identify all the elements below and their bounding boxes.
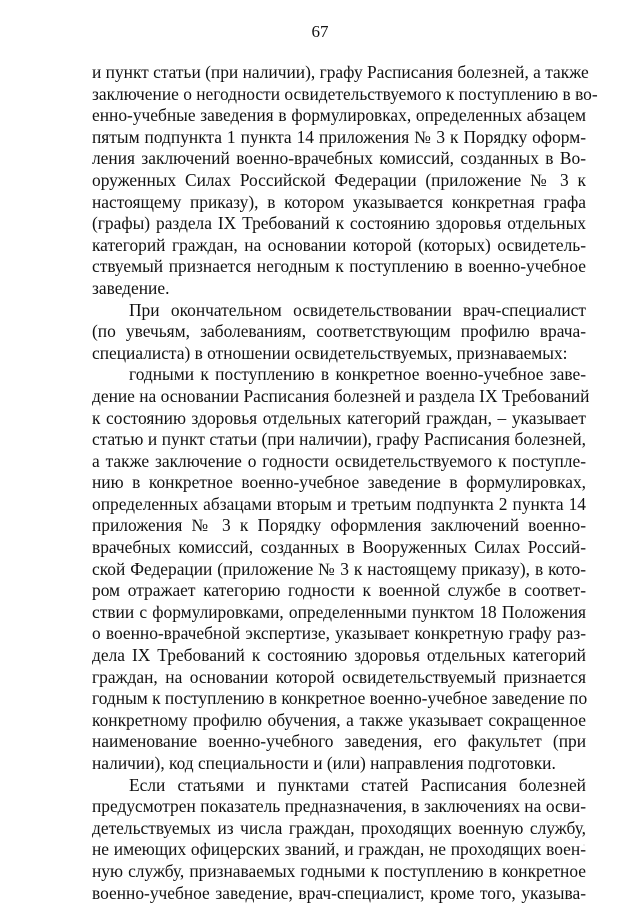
text-line: наименование военно-учебного заведения, его факультет (при <box>92 731 586 752</box>
text-line: статью и пункт статьи (при наличии), графу Расписания болезней, <box>92 429 586 450</box>
text-line: определенных абзацами вторым и третьим подпункта 2 пункта 14 <box>92 493 586 514</box>
text-line: приложения № 3 к Порядку оформления заключений военно- <box>92 515 586 536</box>
text-line: енно-учебные заведения в формулировках, определенных абзацем <box>92 105 586 126</box>
text-line: оруженных Силах Российской Федерации (приложение № 3 к <box>92 169 586 190</box>
text-line: пятым подпункта 1 пункта 14 приложения № 3 к Порядку оформ- <box>92 126 586 147</box>
text-line: граждан, на основании которой освидетельствуемый признается <box>92 666 586 687</box>
paragraph-3 <box>92 364 590 774</box>
text-line: ской Федерации (приложение № 3 к настоящему приказу), в кото- <box>92 558 586 579</box>
document-body <box>92 62 598 904</box>
text-line: годным к поступлению в конкретное военно-учебное заведение по <box>92 688 588 709</box>
text-line: (по увечьям, заболеваниям, соответствующим профилю врача- <box>92 321 586 342</box>
text-line: нию в конкретное военно-учебное заведение в формулировках, <box>92 472 586 493</box>
text-line: ствуемый признается негодным к поступлению в военно-учебное <box>92 256 586 277</box>
text-line: предусмотрен показатель предназначения, в заключениях на осви- <box>92 796 586 817</box>
text-line: ную службу, признаваемых годными к поступлению в конкретное <box>92 860 586 881</box>
text-line: При окончательном освидетельствовании врач-специалист <box>129 299 586 320</box>
text-line: конкретному профилю обучения, а также указывает сокращенное <box>92 709 586 730</box>
text-line: категорий граждан, на основании которой (которых) освидетель- <box>92 234 586 255</box>
text-line: заведение. <box>92 277 170 298</box>
text-line: врачебных комиссий, созданных в Вооруженных Силах Россий- <box>92 537 586 558</box>
paragraph-4 <box>92 775 586 905</box>
text-line: ствии с формулировками, определенными пунктом 18 Положения <box>92 601 586 622</box>
text-line: ления заключений военно-врачебных комиссий, созданных в Во- <box>92 148 586 169</box>
page-number: 67 <box>311 22 329 41</box>
text-line: а также заключение о годности освидетельствуемого к поступле- <box>92 450 586 471</box>
text-line: о военно-врачебной экспертизе, указывает конкретную графу раз- <box>92 623 586 644</box>
text-line: ром отражает категорию годности к военной службе в соответ- <box>92 580 586 601</box>
text-line: дение на основании Расписания болезней и раздела IX Требований <box>92 385 590 406</box>
text-line: настоящему приказу), в котором указывается конкретная графа <box>92 191 586 212</box>
text-line: наличии), код специальности и (или) направления подготовки. <box>92 753 556 773</box>
text-line: (графы) раздела IX Требований к состоянию здоровья отдельных <box>92 213 586 234</box>
text-line: дела IX Требований к состоянию здоровья отдельных категорий <box>92 645 586 666</box>
scan-artifact-dots <box>558 842 588 860</box>
text-line: годными к поступлению в конкретное военно-учебное заве- <box>129 364 586 385</box>
paragraph-2 <box>92 300 586 365</box>
text-line: заключение о негодности освидетельствуемого к поступлению в во- <box>92 83 598 104</box>
text-line: не имеющих офицерских званий, и граждан, не проходящих воен- <box>92 839 586 860</box>
text-line: военно-учебное заведение, врач-специалист, кроме того, указыва- <box>92 882 586 903</box>
text-line: специалиста) в отношении освидетельствуемых, признаваемых: <box>92 342 568 363</box>
text-line: Если статьями и пунктами статей Расписания болезней <box>129 774 586 795</box>
paragraph-1 <box>92 62 598 300</box>
text-line: и пункт статьи (при наличии), графу Расписания болезней, а также <box>92 62 589 82</box>
text-line: к состоянию здоровья отдельных категорий граждан, – указывает <box>92 407 586 428</box>
text-line: детельствуемых из числа граждан, проходящих военную службу, <box>92 817 586 838</box>
